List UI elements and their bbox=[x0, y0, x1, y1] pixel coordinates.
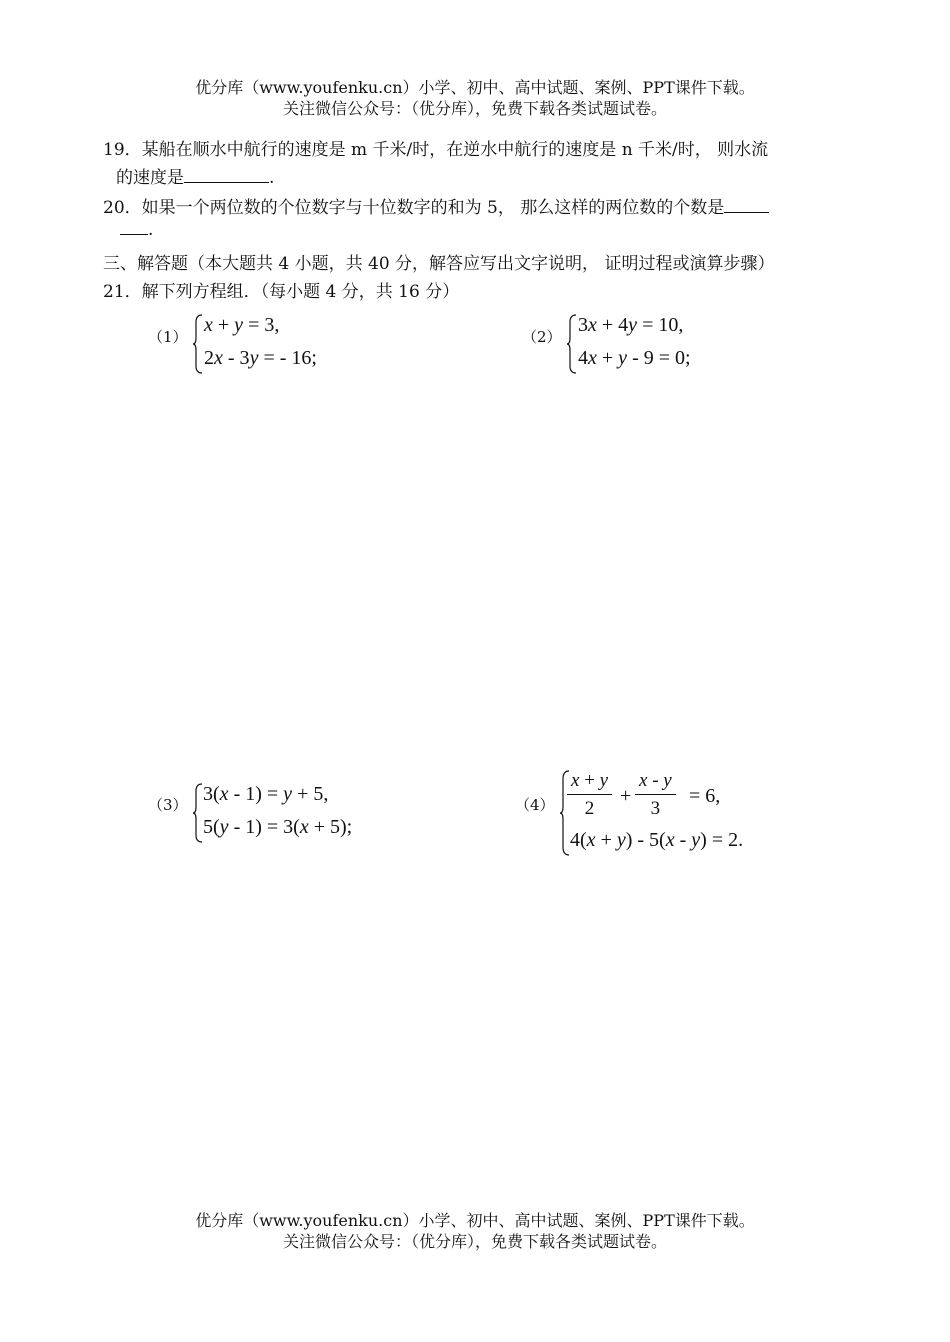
header-line-2: 关注微信公众号：（优分库），免费下载各类试题试卷。 bbox=[282, 99, 667, 118]
page-footer bbox=[0, 1210, 950, 1252]
question-21: 21．解下列方程组．（每小题 4 分，共 16 分） bbox=[103, 282, 460, 302]
system-4-equation-2: 4(x + y) - 5(x - y) = 2. bbox=[570, 829, 744, 851]
page-header bbox=[0, 77, 950, 119]
left-brace-icon bbox=[567, 314, 575, 374]
footer-line-1: 优分库（www.youfenku.cn）小学、初中、高中试题、案例、PPT课件下载。 bbox=[195, 1211, 755, 1230]
question-20-text: 20．如果一个两位数的个位数字与十位数字的和为 5， 那么这样的两位数的个数是 bbox=[103, 198, 725, 218]
footer-line-2: 关注微信公众号：（优分库），免费下载各类试题试卷。 bbox=[282, 1232, 667, 1251]
fraction-1 bbox=[567, 770, 612, 820]
system-1-equation-1: x + y = 3, bbox=[204, 314, 280, 336]
left-brace-icon bbox=[193, 783, 201, 843]
system-2-label: （2） bbox=[522, 328, 562, 346]
system-3-equation-1: 3(x - 1) = y + 5, bbox=[203, 783, 329, 805]
system-4-rhs-1: = 6, bbox=[689, 785, 721, 807]
plus-sign: + bbox=[620, 785, 632, 807]
answer-blank-20b bbox=[120, 220, 148, 235]
question-19-cont-text: 的速度是 bbox=[116, 168, 184, 188]
answer-blank-20a bbox=[724, 198, 769, 213]
system-3-equation-2: 5(y - 1) = 3(x + 5); bbox=[203, 816, 353, 838]
answer-blank-19 bbox=[184, 168, 269, 183]
fraction-2-denominator: 3 bbox=[650, 798, 661, 819]
fraction-1-numerator: x + y bbox=[567, 770, 612, 795]
fraction-1-denominator: 2 bbox=[584, 798, 595, 819]
question-19-end: . bbox=[269, 168, 275, 188]
question-19-continued bbox=[116, 163, 274, 188]
question-19: 19．某船在顺水中航行的速度是 m 千米/时，在逆水中航行的速度是 n 千米/时， 则水流 bbox=[103, 140, 769, 160]
system-1-label: （1） bbox=[148, 328, 188, 346]
question-20-end: . bbox=[148, 220, 154, 240]
system-3-label: （3） bbox=[148, 796, 188, 814]
section-3-heading: 三、解答题（本大题共 4 小题，共 40 分，解答应写出文字说明， 证明过程或演算步骤） bbox=[103, 254, 775, 274]
question-20-continued bbox=[120, 220, 153, 240]
left-brace-icon bbox=[193, 314, 201, 374]
system-2-equation-1: 3x + 4y = 10, bbox=[578, 314, 684, 336]
fraction-2 bbox=[635, 770, 676, 820]
question-20 bbox=[103, 193, 769, 218]
system-4-label: （4） bbox=[515, 796, 555, 814]
fraction-2-numerator: x - y bbox=[635, 770, 676, 795]
system-2-equation-2: 4x + y - 9 = 0; bbox=[578, 347, 691, 369]
header-line-1: 优分库（www.youfenku.cn）小学、初中、高中试题、案例、PPT课件下载。 bbox=[195, 78, 755, 97]
system-1-equation-2: 2x - 3y = - 16; bbox=[204, 347, 317, 369]
